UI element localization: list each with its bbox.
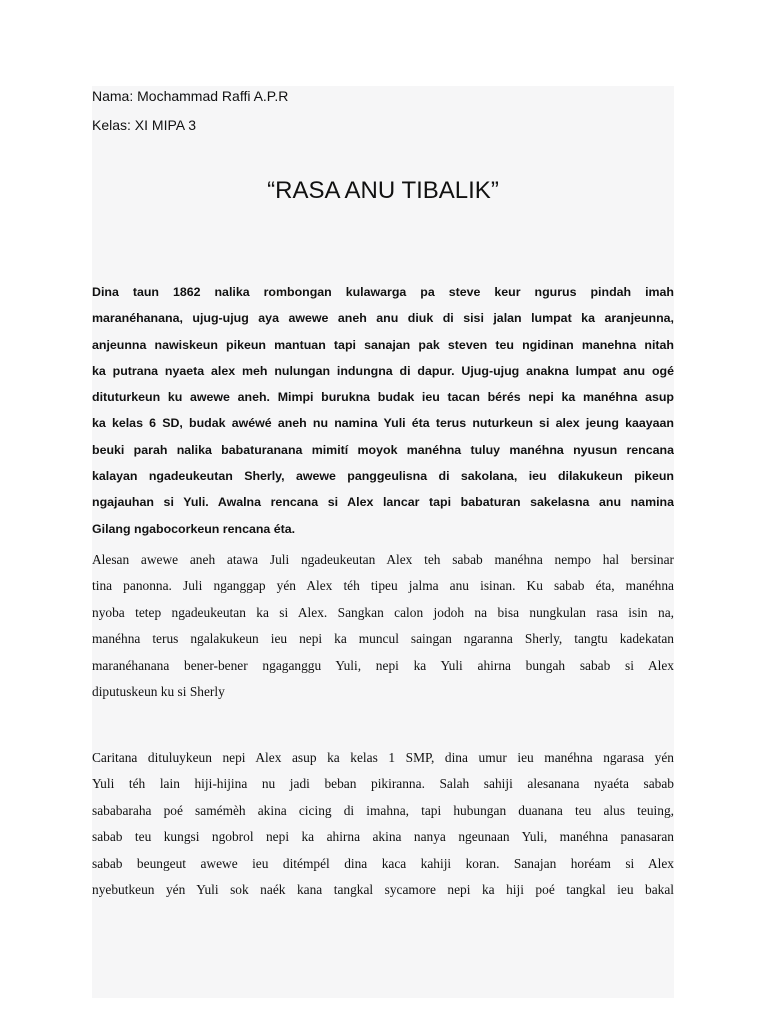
author-name-line: Nama: Mochammad Raffi A.P.R (92, 88, 289, 104)
paragraph-1-line: dituturkeun ku awewe aneh. Mimpi burukna budak ieu tacan bérés nepi ka manéhna asup (92, 390, 674, 405)
paragraph-1-line: anjeunna nawiskeun pikeun mantuan tapi sanajan pak steven teu ngidinan manehna nitah (92, 337, 674, 352)
paragraph-2-line: maranéhanana bener-bener ngaganggu Yuli, nepi ka Yuli ahirna bungah sabab si Alex (92, 657, 674, 673)
document-page (92, 86, 674, 998)
paragraph-2 (92, 547, 674, 705)
class-line: Kelas: XI MIPA 3 (92, 117, 197, 133)
paragraph-1-line: ngajauhan si Yuli. Awalna rencana si Alex lancar tapi babaturan sakelasna anu namina (92, 495, 674, 510)
paragraph-3-line: sabab teu kungsi ngobrol nepi ka ahirna akina nanya ngeunaan Yuli, manéhna panasaran (92, 829, 674, 845)
paragraph-2-line: nyoba tetep ngadeukeutan ka si Alex. Sangkan calon jodoh na bisa nungkulan rasa isin na, (92, 604, 674, 620)
paragraph-2-line: diputuskeun ku si Sherly (92, 684, 225, 700)
paragraph-1 (92, 279, 674, 542)
paragraph-2-line: manéhna terus ngalakukeun ieu nepi ka muncul saingan ngaranna Sherly, tangtu kadekatan (92, 631, 674, 647)
paragraph-1-line: kalayan ngadeukeutan Sherly, awewe panggeulisna di sakolana, ieu dilakukeun pikeun (92, 469, 674, 484)
paragraph-1-line: maranéhanana, ujug-ujug aya awewe aneh anu diuk di sisi jalan lumpat ka aranjeunna, (92, 311, 674, 326)
paragraph-2-line: Alesan awewe aneh atawa Juli ngadeukeutan Alex teh sabab manéhna nempo hal bersinar (92, 552, 674, 567)
paragraph-1-line: beuki parah nalika babaturanana mimití moyok manéhna tuluy manéhna nyusun rencana (92, 442, 674, 457)
paragraph-2-line: tina panonna. Juli nganggap yén Alex téh tipeu jalma anu isinan. Ku sabab éta, manéhna (92, 578, 674, 594)
document-title: “RASA ANU TIBALIK” (267, 177, 499, 204)
paragraph-3-line: Yuli téh lain hiji-hijina nu jadi beban pikiranna. Salah sahiji alesanana nyaéta sabab (92, 776, 674, 792)
paragraph-3 (92, 745, 674, 903)
paragraph-1-line: Dina taun 1862 nalika rombongan kulawarga pa steve keur ngurus pindah imah (92, 285, 674, 299)
paragraph-3-line: nyebutkeun yén Yuli sok naék kana tangkal sycamore nepi ka hiji poé tangkal ieu bakal (92, 882, 674, 898)
paragraph-1-line: ka putrana nyaeta alex meh nulungan indungna di dapur. Ujug-ujug anakna lumpat anu ogé (92, 363, 674, 378)
paragraph-1-line: ka kelas 6 SD, budak awéwé aneh nu namina Yuli éta terus nuturkeun si alex jeung kaayaan (92, 416, 674, 431)
paragraph-3-line: sabab beungeut awewe ieu ditémpél dina kaca kahiji koran. Sanajan horéam si Alex (92, 855, 674, 871)
paragraph-3-line: sababaraha poé samémèh akina cicing di imahna, tapi hubungan duanana teu alus teuing, (92, 802, 674, 818)
paragraph-3-line: Caritana dituluykeun nepi Alex asup ka kelas 1 SMP, dina umur ieu manéhna ngarasa yén (92, 750, 674, 765)
paragraph-1-line: Gilang ngabocorkeun rencana éta. (92, 521, 296, 536)
